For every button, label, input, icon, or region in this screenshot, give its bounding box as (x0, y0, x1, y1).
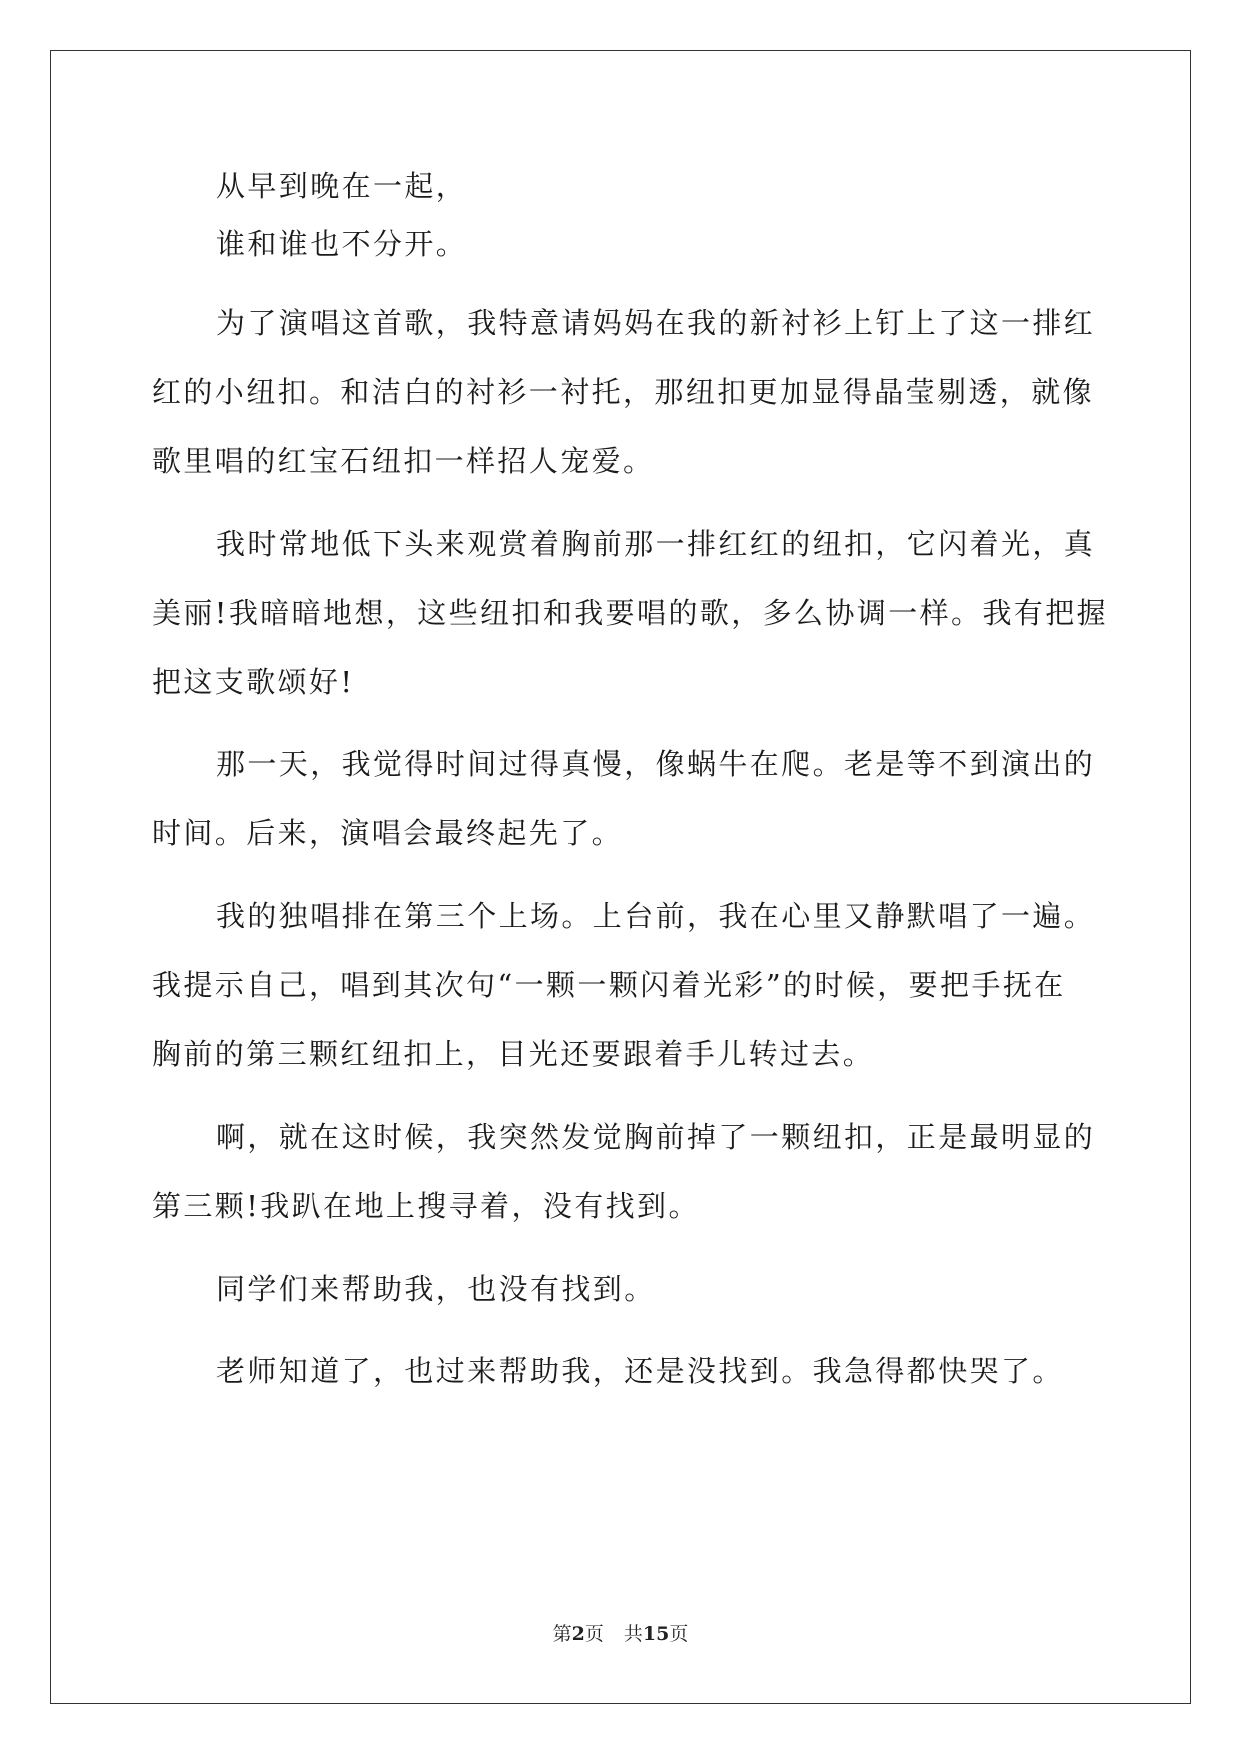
text-line: 谁和谁也不分开。 (216, 227, 468, 261)
text-line: 我的独唱排在第三个上场。上台前，我在心里又静默唱了一遍。 (216, 899, 1096, 933)
text-line: 第三颗!我趴在地上搜寻着，没有找到。 (152, 1189, 700, 1223)
page-border (50, 50, 1191, 1704)
page-footer (0, 1621, 1241, 1647)
text-line: 从早到晚在一起， (216, 169, 468, 203)
text-line: 时间。后来，演唱会最终起先了。 (152, 816, 624, 850)
text-line: 那一天，我觉得时间过得真慢，像蜗牛在爬。老是等不到演出的 (216, 747, 1096, 781)
text-line: 老师知道了，也过来帮助我，还是没找到。我急得都快哭了。 (216, 1354, 1064, 1388)
text-line: 我时常地低下头来观赏着胸前那一排红红的纽扣，它闪着光，真 (216, 527, 1096, 561)
text-line: 啊，就在这时候，我突然发觉胸前掉了一颗纽扣，正是最明显的 (216, 1120, 1096, 1154)
page-number: 第2页 (552, 1623, 604, 1645)
text-line: 胸前的第三颗红纽扣上，目光还要跟着手儿转过去。 (152, 1037, 875, 1071)
text-line: 红的小纽扣。和洁白的衬衫一衬托，那纽扣更加显得晶莹剔透，就像 (152, 375, 1095, 409)
text-line: 为了演唱这首歌，我特意请妈妈在我的新衬衫上钉上了这一排红 (216, 306, 1096, 340)
text-line: 同学们来帮助我，也没有找到。 (216, 1272, 656, 1306)
text-line: 把这支歌颂好! (152, 665, 355, 699)
text-line: 我提示自己，唱到其次句“一颗一颗闪着光彩”的时候，要把手抚在 (152, 968, 1066, 1002)
page-total: 共15页 (623, 1623, 689, 1645)
text-line: 歌里唱的红宝石纽扣一样招人宠爱。 (152, 444, 655, 478)
text-line: 美丽!我暗暗地想，这些纽扣和我要唱的歌，多么协调一样。我有把握 (152, 596, 1109, 630)
